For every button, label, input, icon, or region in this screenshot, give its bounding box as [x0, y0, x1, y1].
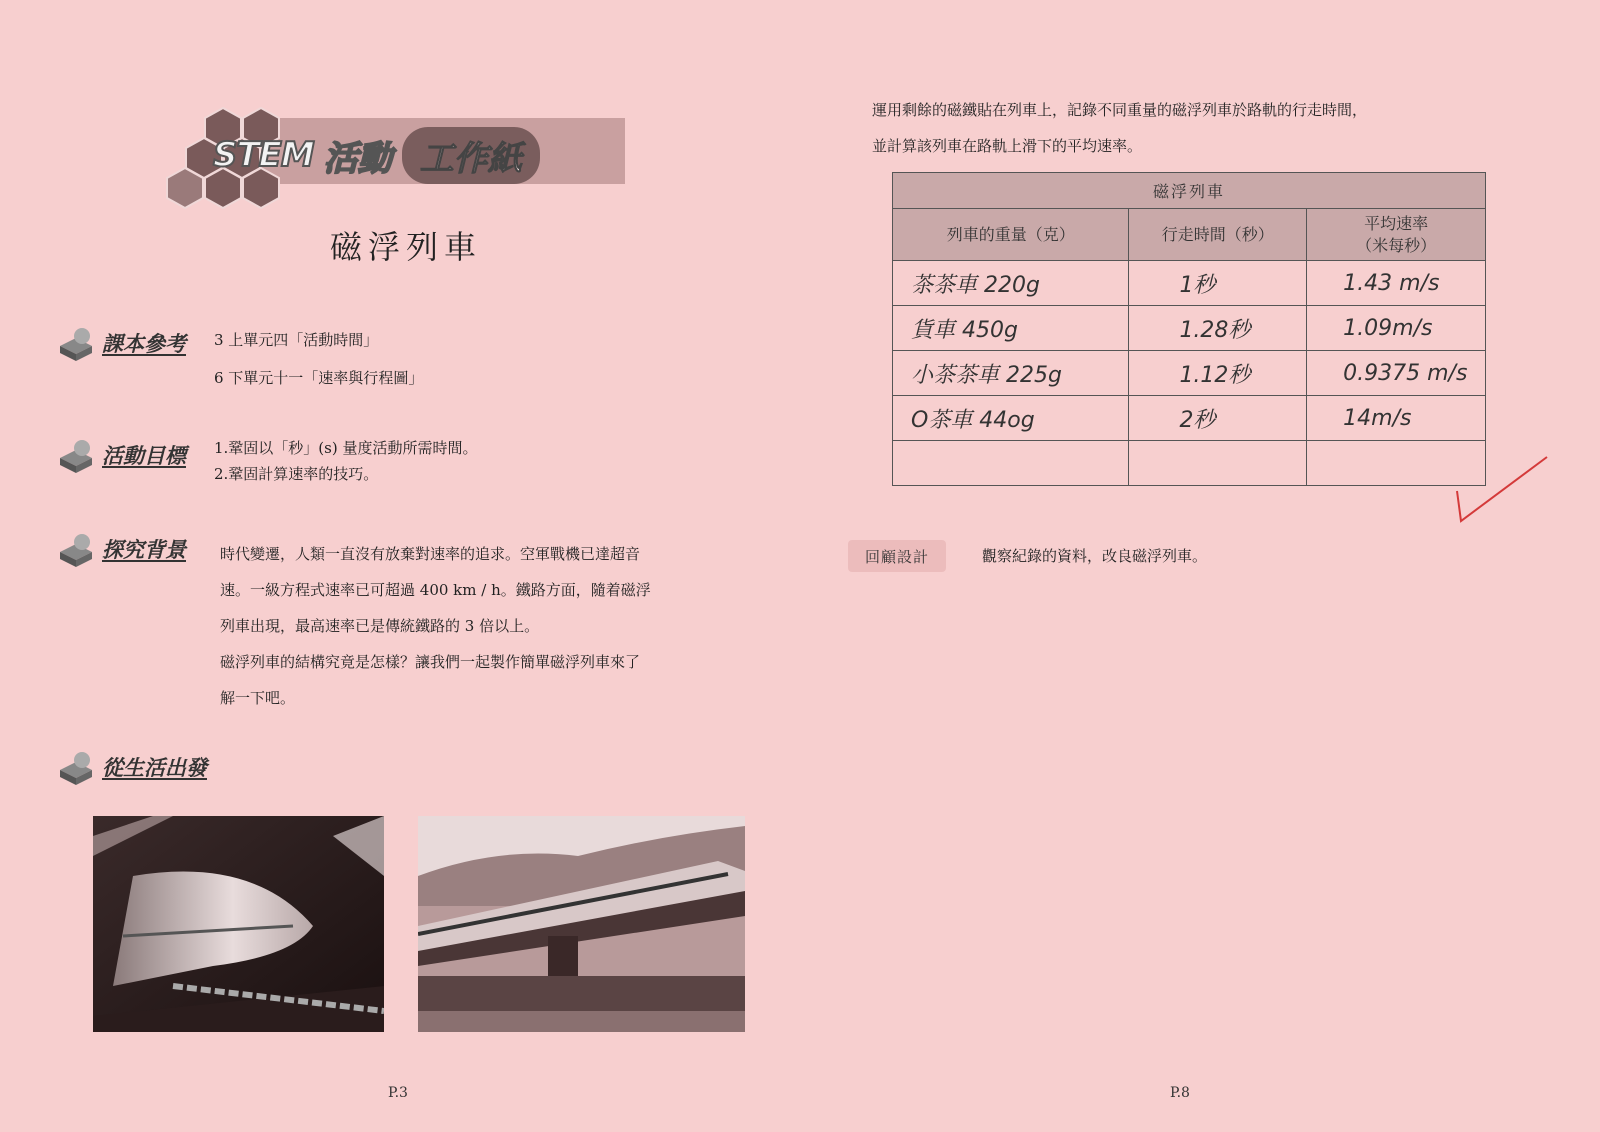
header-speed-unit: （米每秒）: [1356, 235, 1437, 255]
textbook-ref-heading: 課本參考: [102, 332, 186, 356]
maglev-data-table: [892, 172, 1486, 486]
background-line: 解一下吧。: [220, 689, 296, 707]
maglev-photo-1: [93, 816, 384, 1032]
book-cube-icon: [56, 530, 96, 568]
cell-time: 1.12秒: [1129, 351, 1307, 396]
from-life-heading: 從生活出發: [102, 756, 207, 780]
background-line: 列車出現，最高速率已是傳統鐵路的 3 倍以上。: [220, 617, 540, 635]
background-heading: 探究背景: [102, 538, 186, 562]
cell-speed: 1.43 m/s: [1307, 261, 1486, 306]
maglev-nose-image: [93, 816, 384, 1032]
cell-time: 2秒: [1129, 396, 1307, 441]
stem-worksheet-banner: [165, 98, 640, 213]
background-line: 磁浮列車的結構究竟是怎樣？讓我們一起製作簡單磁浮列車來了: [220, 653, 641, 671]
banner-stem-text: STEM: [213, 135, 314, 175]
section-background: [56, 530, 186, 568]
header-speed: [1307, 209, 1486, 261]
table-row: [893, 351, 1486, 396]
banner-worksheet-pill: 工作紙: [402, 127, 540, 184]
cell-speed: 14m/s: [1307, 396, 1486, 441]
page-title: 磁浮列車: [330, 228, 483, 266]
table-row: [893, 441, 1486, 486]
objectives-line2: 2.鞏固計算速率的技巧。: [214, 465, 379, 483]
book-cube-icon: [56, 748, 96, 786]
section-objectives: [56, 436, 186, 474]
header-time: 行走時間（秒）: [1129, 209, 1307, 261]
table-title: 磁浮列車: [893, 173, 1486, 209]
textbook-ref-line1: 3 上單元四「活動時間」: [214, 331, 379, 349]
cell-weight: 貨車 450g: [893, 306, 1129, 351]
cell-weight: O茶車 44og: [893, 396, 1129, 441]
table-row: [893, 261, 1486, 306]
background-line: 速。一級方程式速率已可超過 400 km / h。鐵路方面，隨着磁浮: [220, 581, 651, 599]
cell-speed: 1.09m/s: [1307, 306, 1486, 351]
review-design-text: 觀察紀錄的資料，改良磁浮列車。: [982, 547, 1208, 565]
cell-time: 1.28秒: [1129, 306, 1307, 351]
objectives-heading: 活動目標: [102, 444, 186, 468]
cell-time: [1129, 441, 1307, 486]
book-cube-icon: [56, 436, 96, 474]
intro-line: 並計算該列車在路軌上滑下的平均速率。: [872, 137, 1143, 155]
cell-speed: 0.9375 m/s: [1307, 351, 1486, 396]
header-speed-label: 平均速率: [1364, 213, 1429, 233]
banner-activity-text: 活動: [323, 138, 392, 179]
intro-text: [872, 92, 1367, 164]
cell-time: 1秒: [1129, 261, 1307, 306]
section-from-life: [56, 748, 207, 786]
maglev-table-container: [892, 172, 1486, 486]
header-weight: 列車的重量（克）: [893, 209, 1129, 261]
textbook-ref-line2: 6 下單元十一「速率與行程圖」: [214, 369, 424, 387]
left-page-number: P.3: [388, 1085, 408, 1101]
background-paragraph: [220, 536, 720, 716]
objectives-line1: 1.鞏固以「秒」(s) 量度活動所需時間。: [214, 439, 478, 457]
review-design-tag: 回顧設計: [848, 540, 946, 572]
check-mark-icon: [1455, 455, 1550, 525]
table-row: [893, 396, 1486, 441]
right-page: [800, 0, 1600, 1132]
cell-weight: 小茶茶車 225g: [893, 351, 1129, 396]
book-cube-icon: [56, 324, 96, 362]
section-textbook-ref: [56, 324, 186, 362]
cell-weight: 茶茶車 220g: [893, 261, 1129, 306]
maglev-photo-2: [418, 816, 745, 1032]
background-line: 時代變遷，人類一直沒有放棄對速率的追求。空軍戰機已達超音: [220, 545, 641, 563]
intro-line: 運用剩餘的磁鐵貼在列車上，記錄不同重量的磁浮列車於路軌的行走時間，: [872, 101, 1368, 119]
cell-weight: [893, 441, 1129, 486]
elevated-maglev-image: [418, 816, 745, 1032]
right-page-number: P.8: [1170, 1085, 1190, 1101]
table-row: [893, 306, 1486, 351]
banner-text-group: [213, 126, 540, 184]
